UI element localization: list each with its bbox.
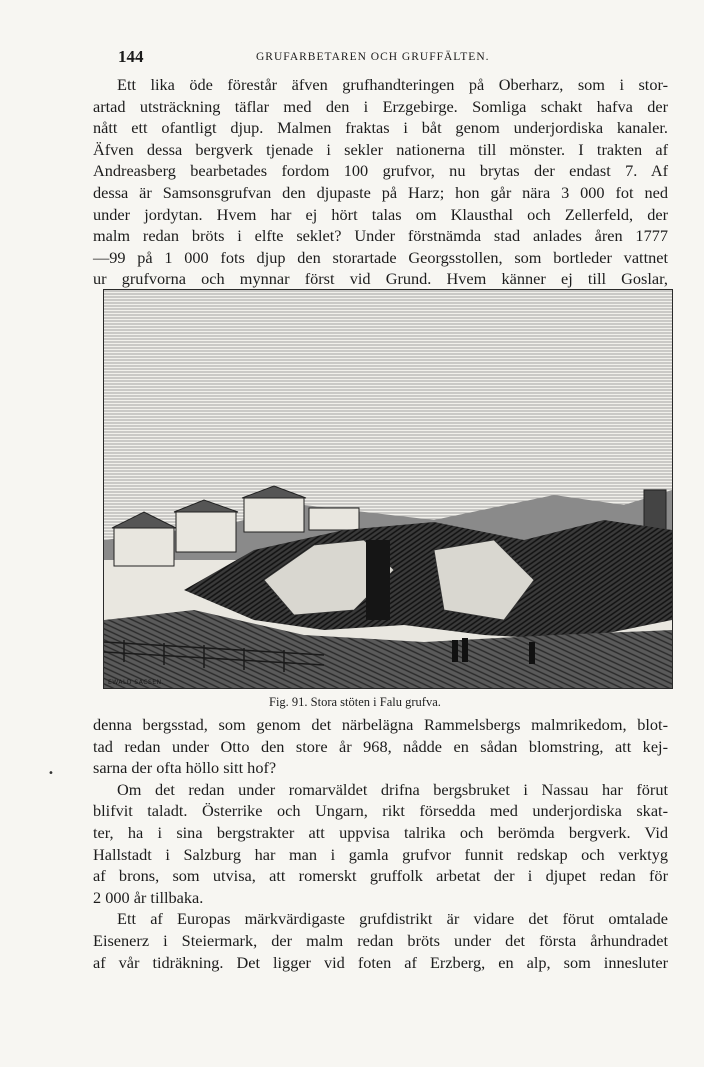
mine-illustration <box>103 289 673 689</box>
text-line: Om det redan under romarväldet drifna bergsbruket i Nassau har förut <box>117 779 668 799</box>
bottom-paragraph <box>93 714 668 973</box>
text-line: ter, ha i sina bergstrakter att uppvisa talrika och berömda bergverk. Vid <box>93 822 668 842</box>
text-line: under jordytan. Hvem har ej hört talas om Klausthal och Zellerfeld, der <box>93 204 668 224</box>
page-number: 144 <box>118 47 144 66</box>
mine-shaft <box>366 540 390 620</box>
text-line: af vår tidräkning. Det ligger vid foten af Erzberg, en alp, som innesluter <box>93 952 668 972</box>
text-line: nått ett ofantligt djup. Malmen fraktas i båt genom underjordiska kanaler. <box>93 118 668 138</box>
text-line: Ett af Europas märkvärdigaste grufdistrikt är vidare det förut omtalade <box>117 909 668 929</box>
text-line: Hallstadt i Salzburg har man i gamla grufvor funnit redskap och verktyg <box>93 844 668 864</box>
text-line: sarna der ofta höllo sitt hof? <box>93 758 277 778</box>
text-line: malm redan bröts i elfte seklet? Under förstnämda stad anlades åren 1777 <box>93 226 668 246</box>
text-line: dessa är Samsonsgrufvan den djupaste på Harz; hon går nära 3 000 fot ned <box>93 182 668 202</box>
engraver-signature: EWALD SACSEN. <box>108 679 164 686</box>
text-line: Äfven dessa bergverk tjenade i sekler nationerna till mönster. I trakten af <box>93 139 668 159</box>
text-line: Eisenerz i Steiermark, der malm redan bröts under det första århundradet <box>93 930 668 950</box>
text-line: Andreasberg bearbetades fordom 100 grufvor, nu brytas der endast 7. Af <box>93 161 668 181</box>
text-line: 2 000 år tillbaka. <box>93 887 204 907</box>
running-head: GRUFARBETAREN OCH GRUFFÄLTEN. <box>256 51 490 63</box>
engraving-drawing <box>104 290 672 688</box>
text-line: tad redan under Otto den store år 968, nådde en sådan blomstring, att kej- <box>93 736 668 756</box>
margin-mark: • <box>48 768 54 779</box>
text-line: —99 på 1 000 fots djup den storartade Georgsstollen, som bortleder vattnet <box>93 247 668 267</box>
text-line: artad utsträckning täflar med den i Erzgebirge. Somliga schakt hafva der <box>93 96 668 116</box>
text-line: af brons, som utvisa, att romerskt gruffolk arbetat der i djupet redan för <box>93 866 668 886</box>
text-line: denna bergsstad, som genom det närbelägna Rammelsbergs malmrikedom, blot- <box>93 715 668 734</box>
figure-caption: Fig. 91. Stora stöten i Falu grufva. <box>269 695 441 709</box>
text-line: Ett lika öde förestår äfven grufhandteringen på Oberharz, som i stor- <box>117 75 668 94</box>
text-line: ur grufvorna och mynnar först vid Grund. Hvem känner ej till Goslar, <box>93 269 668 289</box>
text-line: blifvit taladt. Österrike och Ungarn, rikt försedda med underjordiska skat- <box>93 801 668 821</box>
top-paragraph <box>93 74 668 290</box>
